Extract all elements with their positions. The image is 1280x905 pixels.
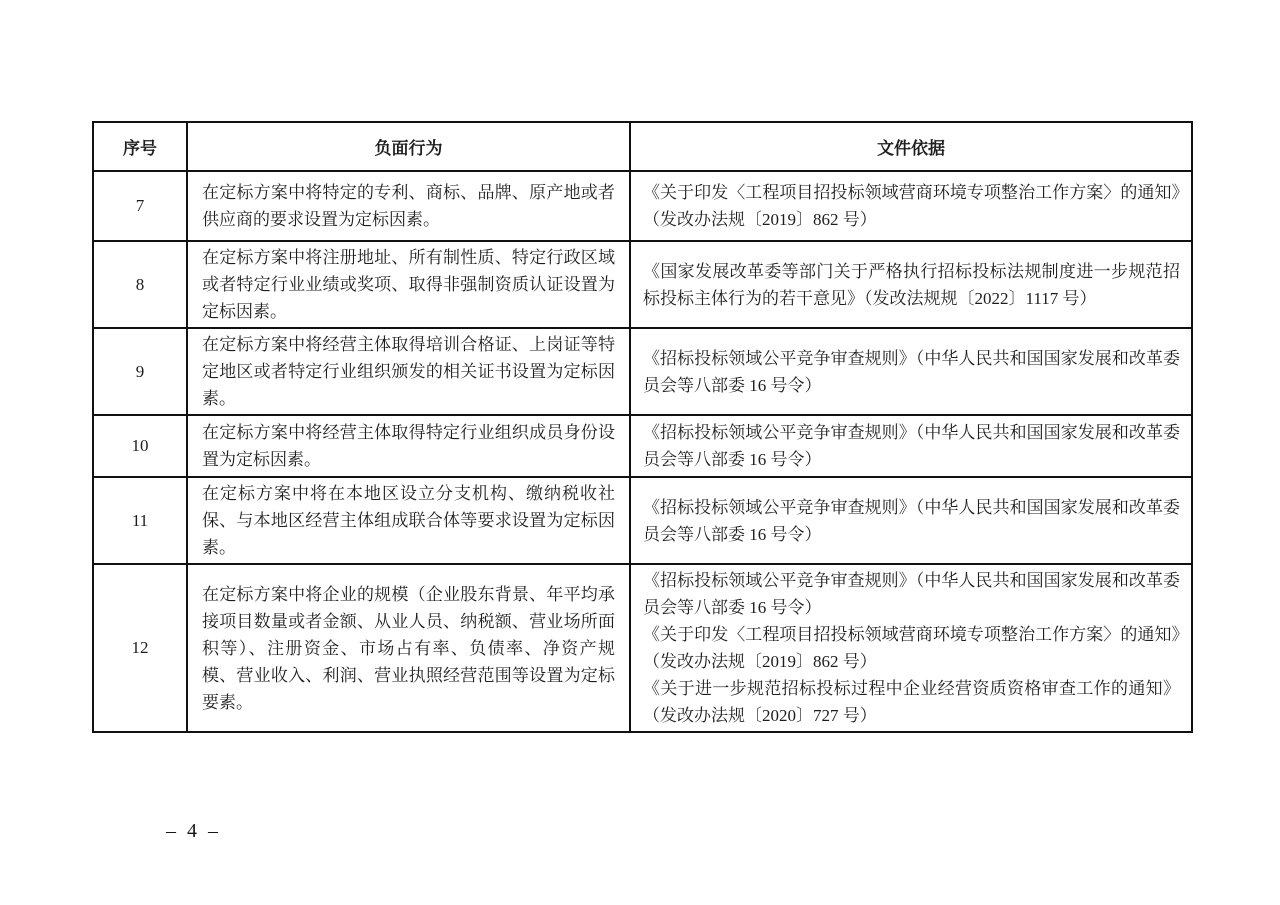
serial-cell: 10 — [93, 415, 187, 477]
serial-cell: 9 — [93, 328, 187, 415]
table-header-row — [93, 122, 1192, 171]
table-row — [93, 415, 1192, 477]
behavior-cell — [187, 477, 630, 564]
basis-cell — [630, 477, 1192, 564]
serial-cell: 11 — [93, 477, 187, 564]
basis-cell — [630, 415, 1192, 477]
basis-text: 《招标投标领域公平竞争审查规则》（中华人民共和国国家发展和改革委员会等八部委 16 号令） — [643, 497, 1180, 544]
table-row — [93, 171, 1192, 241]
table-row — [93, 328, 1192, 415]
basis-text: 《关于进一步规范招标投标过程中企业经营资质资格审查工作的通知》（发改办法规〔2020〕727 号） — [643, 679, 1180, 725]
column-header-document-basis: 文件依据 — [630, 122, 1192, 171]
behavior-text: 在定标方案中将注册地址、所有制性质、特定行政区域或者特定行业业绩或奖项、取得非强制资质认证设置为定标因素。 — [202, 248, 615, 321]
basis-text: 《关于印发〈工程项目招投标领域营商环境专项整治工作方案〉的通知》（发改办法规〔2019〕862 号） — [643, 183, 1180, 229]
behavior-cell — [187, 564, 630, 732]
behavior-cell — [187, 241, 630, 328]
column-header-negative-behavior: 负面行为 — [187, 122, 630, 171]
negative-behavior-table — [92, 121, 1193, 733]
table-row — [93, 564, 1192, 732]
basis-cell — [630, 328, 1192, 415]
basis-cell — [630, 241, 1192, 328]
basis-text: 《招标投标领域公平竞争审查规则》（中华人民共和国国家发展和改革委员会等八部委 16 号令） — [643, 571, 1180, 617]
behavior-text: 在定标方案中将特定的专利、商标、品牌、原产地或者供应商的要求设置为定标因素。 — [202, 183, 615, 229]
basis-cell — [630, 564, 1192, 732]
behavior-cell — [187, 328, 630, 415]
basis-text: 《国家发展改革委等部门关于严格执行招标投标法规制度进一步规范招标投标主体行为的若干意见》（发改法规规〔2022〕1117 号） — [643, 261, 1180, 308]
serial-cell: 8 — [93, 241, 187, 328]
serial-cell: 12 — [93, 564, 187, 732]
basis-text: 《招标投标领域公平竞争审查规则》（中华人民共和国国家发展和改革委员会等八部委 16 号令） — [643, 348, 1180, 395]
behavior-cell — [187, 171, 630, 241]
behavior-text: 在定标方案中将企业的规模（企业股东背景、年平均承接项目数量或者金额、从业人员、纳税额、营业场所面积等）、注册资金、市场占有率、负债率、净资产规模、营业收入、利润、营业执照经营范围等设置为定标要素。 — [202, 584, 615, 712]
behavior-text: 在定标方案中将经营主体取得培训合格证、上岗证等特定地区或者特定行业组织颁发的相关证书设置为定标因素。 — [202, 335, 615, 408]
table-row — [93, 241, 1192, 328]
basis-text: 《关于印发〈工程项目招投标领域营商环境专项整治工作方案〉的通知》（发改办法规〔2019〕862 号） — [643, 625, 1180, 671]
behavior-cell — [187, 415, 630, 477]
serial-cell: 7 — [93, 171, 187, 241]
basis-cell — [630, 171, 1192, 241]
basis-text: 《招标投标领域公平竞争审查规则》（中华人民共和国国家发展和改革委员会等八部委 16 号令） — [643, 423, 1180, 469]
behavior-text: 在定标方案中将在本地区设立分支机构、缴纳税收社保、与本地区经营主体组成联合体等要求设置为定标因素。 — [202, 484, 615, 557]
page-number: – 4 – — [166, 820, 221, 842]
behavior-text: 在定标方案中将经营主体取得特定行业组织成员身份设置为定标因素。 — [202, 423, 615, 469]
column-header-serial: 序号 — [93, 122, 187, 171]
table-row — [93, 477, 1192, 564]
